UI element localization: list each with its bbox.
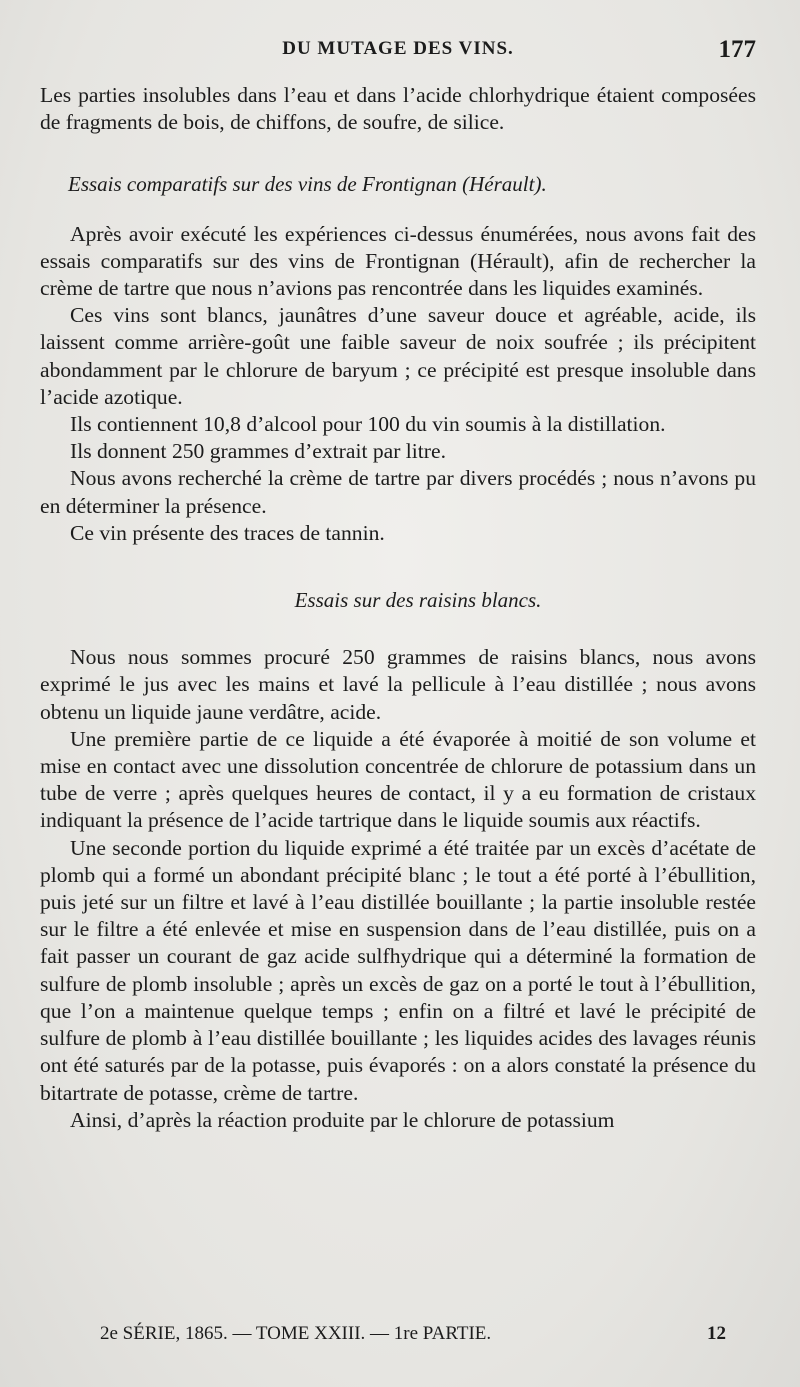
paragraph: Après avoir exécuté les expériences ci-dessus énumérées, nous avons fait des essais comparatifs sur des vins de Frontignan (Hérault), afin de rechercher la crème de tartre que nous n’avions pas rencontrée dans les liquides examinés. bbox=[40, 221, 756, 301]
paragraph: Une seconde portion du liquide exprimé a été traitée par un excès d’acétate de plomb qui a formé un abondant précipité blanc ; le tout a été porté à l’ébullition, puis jeté sur un filtre et lavé à l’eau distillée bouillante ; la partie insoluble restée sur le filtre a été enlevée et mise en suspension dans de l’eau distillée, puis on a fait passer un courant de gaz acide sulfhydrique qui a déterminé la formation de sulfure de plomb insoluble ; après un excès de gaz on a porté le tout à l’ébullition, que l’on a maintenue quelque temps ; enfin on a filtré et lavé le précipité de sulfure de plomb à l’eau distillée bouillante ; les liquides acides des lavages réunis ont été saturés par de la potasse, puis évaporés : on a alors constaté la présence du bitartrate de potasse, crème de tartre. bbox=[40, 835, 756, 1105]
paragraph: Nous avons recherché la crème de tartre par divers procédés ; nous n’avons pu en déterminer la présence. bbox=[40, 466, 756, 518]
signature-line: 2e SÉRIE, 1865. — TOME XXIII. — 1re PARTIE. bbox=[100, 1323, 492, 1344]
paragraph: Une première partie de ce liquide a été évaporée à moitié de son volume et mise en contact avec une dissolution concentrée de chlorure de potassium dans un tube de verre ; après quelques heures de contact, il y a eu formation de cristaux indiquant la présence de l’acide tartrique dans le liquide soumis aux réactifs. bbox=[40, 726, 756, 833]
paragraph: Ces vins sont blancs, jaunâtres d’une saveur douce et agréable, acide, ils laissent comme arrière-goût une faible saveur de noix soufrée ; ils précipitent abondamment par le chlorure de baryum ; ce précipité est presque insoluble dans l’acide azotique. bbox=[40, 303, 756, 409]
section-heading-raisins: Essais sur des raisins blancs. bbox=[294, 588, 542, 613]
page-footer bbox=[40, 1323, 756, 1353]
section-heading-frontignan: Essais comparatifs sur des vins de Frontignan (Hérault). bbox=[68, 172, 547, 197]
page-number: 177 bbox=[718, 36, 756, 63]
running-title: DU MUTAGE DES VINS. bbox=[282, 38, 514, 59]
sheet-number: 12 bbox=[707, 1323, 726, 1344]
page-header bbox=[40, 38, 756, 68]
paragraph: Ainsi, d’après la réaction produite par le chlorure de potassium bbox=[70, 1107, 615, 1132]
paragraph: Ce vin présente des traces de tannin. bbox=[70, 520, 385, 545]
paragraph: Ils contiennent 10,8 d’alcool pour 100 du vin soumis à la distillation. bbox=[70, 412, 666, 437]
body-text bbox=[40, 82, 756, 1134]
paragraph: Nous nous sommes procuré 250 grammes de raisins blancs, nous avons exprimé le jus avec les mains et lavé la pellicule à l’eau distillée ; nous avons obtenu un liquide jaune verdâtre, acide. bbox=[40, 645, 756, 724]
paragraph: Ils donnent 250 grammes d’extrait par litre. bbox=[70, 439, 446, 464]
paragraph: Les parties insolubles dans l’eau et dans l’acide chlorhydrique étaient composées de fragments de bois, de chiffons, de soufre, de silice. bbox=[40, 83, 756, 135]
